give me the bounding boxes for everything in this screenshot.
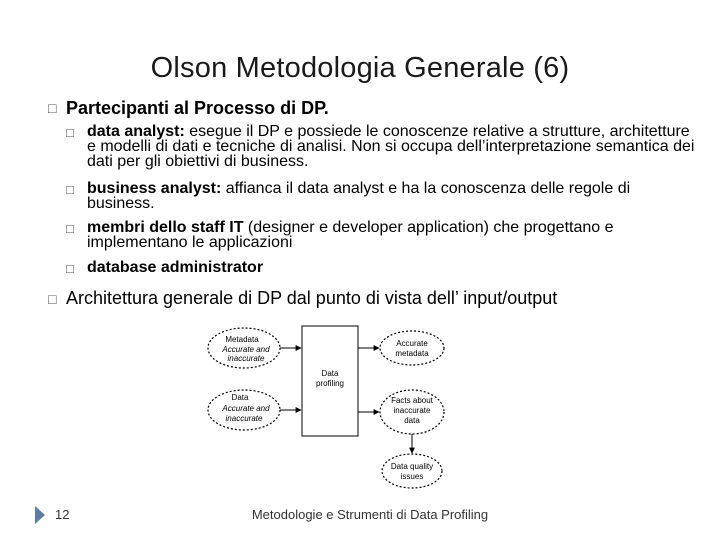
bullet-square-icon: [66, 262, 74, 275]
data-line2: inaccurate: [225, 414, 263, 423]
metadata-line1: Accurate and: [222, 345, 270, 354]
bullet-text: esegue il DP e possiede le conoscenze relative a strutture, architetture e modelli di dati e tecniche di analisi. Non si occupa dell’interpretazione semantica dei dati per gli obiettivi di business.: [87, 123, 695, 170]
facts-line1: Facts about: [391, 396, 433, 405]
metadata-line2: inaccurate: [227, 354, 265, 363]
bullet-square-icon: [66, 183, 74, 196]
bullet-label: business analyst:: [87, 180, 222, 197]
bullet-square-icon: [48, 101, 56, 115]
bullet-text: affianca il data analyst e ha la conoscenza delle regole di business.: [87, 180, 631, 212]
issues-ellipse: [382, 454, 442, 488]
bullet-it-staff: [87, 220, 697, 250]
footer-text: Metodologie e Strumenti di Data Profiling: [251, 507, 489, 522]
metadata-title: Metadata: [225, 335, 259, 344]
page-number: 12: [55, 507, 70, 522]
bullet-label: data analyst:: [87, 123, 185, 140]
bullet-dba: [87, 260, 697, 275]
slide-title: Olson Metodologia Generale (6): [150, 52, 570, 84]
bullet-text: (designer e developer application) che progettano e implementano le applicazioni: [87, 219, 614, 251]
facts-line2: inaccurate: [393, 406, 431, 415]
dp-architecture-diagram: [200, 318, 460, 496]
data-title: Data: [231, 393, 249, 402]
bullet-label: database administrator: [87, 259, 264, 276]
bullet-architecture: Architettura generale di DP dal punto di vista dell’ input/output: [66, 288, 558, 308]
bullet-square-icon: [48, 292, 56, 306]
bullet-square-icon: [66, 126, 74, 139]
issues-line2: issues: [400, 472, 424, 481]
accurate-metadata-line1: Accurate: [396, 339, 428, 348]
profiling-line1: Data: [321, 369, 339, 378]
data-line1: Accurate and: [222, 404, 270, 413]
bullet-label: membri dello staff IT: [87, 219, 244, 236]
profiling-line2: profiling: [315, 379, 345, 388]
bullet-data-analyst: [87, 124, 697, 169]
accurate-metadata-ellipse: [380, 331, 444, 365]
facts-line3: data: [404, 416, 420, 425]
bullet-participants: Partecipanti al Processo di DP.: [66, 98, 329, 118]
accurate-metadata-line2: metadata: [395, 349, 429, 358]
bullet-square-icon: [66, 222, 74, 235]
bullet-business-analyst: [87, 181, 697, 211]
issues-line1: Data quality: [390, 462, 434, 471]
